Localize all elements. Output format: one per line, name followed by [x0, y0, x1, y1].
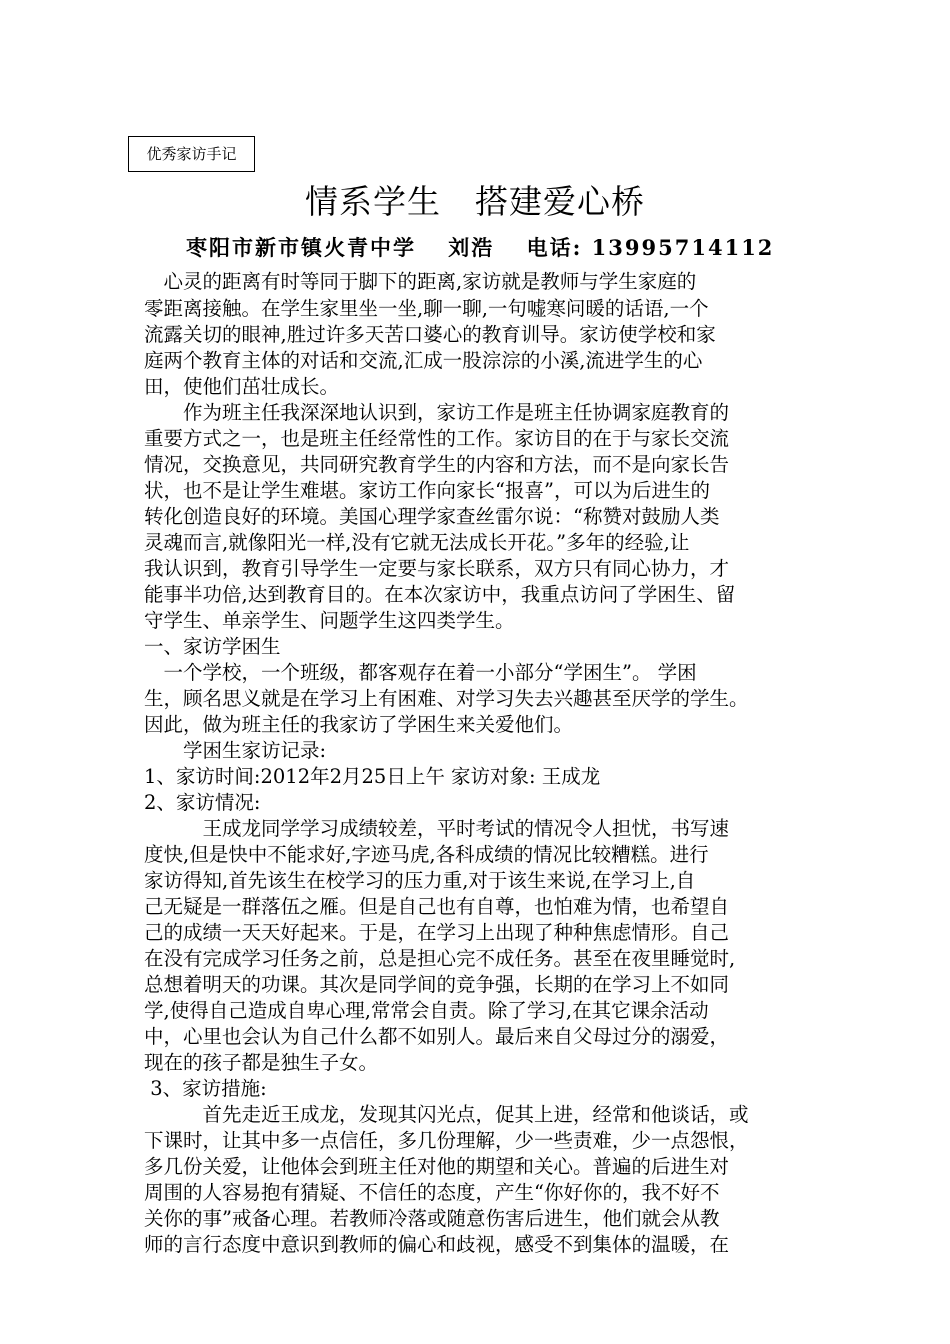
body-line: 一个学校，一个班级，都客观存在着一小部分“学困生”。 学困 — [144, 661, 697, 684]
body-line: 守学生、单亲学生、问题学生这四类学生。 — [144, 609, 515, 632]
article-title: 情系学生 搭建爱心桥 — [305, 182, 645, 221]
body-line: 师的言行态度中意识到教师的偏心和歧视，感受不到集体的温暖，在 — [144, 1233, 730, 1256]
body-line: 作为班主任我深深地认识到，家访工作是班主任协调家庭教育的 — [144, 401, 730, 424]
category-tag: 优秀家访手记 — [128, 136, 255, 172]
body-line: 流露关切的眼神,胜过许多天苦口婆心的教育训导。家访使学校和家 — [144, 323, 716, 346]
body-line: 心灵的距离有时等同于脚下的距离,家访就是教师与学生家庭的 — [144, 270, 697, 293]
body-line: 多几份关爱，让他体会到班主任对他的期望和关心。普遍的后进生对 — [144, 1155, 730, 1178]
body-line: 下课时，让其中多一点信任，多几份理解，少一些责难，少一点怨恨， — [144, 1129, 749, 1152]
body-line: 关你的事”戒备心理。若教师冷落或随意伤害后进生，他们就会从教 — [144, 1207, 720, 1230]
body-line: 王成龙同学学习成绩较差，平时考试的情况令人担忧，书写速 — [144, 817, 730, 840]
body-line: 家访得知,首先该生在校学习的压力重,对于该生来说,在学习上,自 — [144, 869, 696, 892]
body-line: 己的成绩一天天好起来。于是，在学习上出现了种种焦虑情形。自己 — [144, 921, 730, 944]
body-line: 3、家访措施: — [144, 1077, 267, 1100]
body-line: 首先走近王成龙，发现其闪光点，促其上进，经常和他谈话，或 — [144, 1103, 749, 1126]
body-line: 零距离接触。在学生家里坐一坐,聊一聊,一句嘘寒问暖的话语,一个 — [144, 297, 709, 320]
body-line: 总想着明天的功课。其次是同学间的竞争强，长期的在学习上不如同 — [144, 973, 730, 996]
body-line: 灵魂而言,就像阳光一样,没有它就无法成长开花。”多年的经验,让 — [144, 531, 690, 554]
body-line: 我认识到，教育引导学生一定要与家长联系，双方只有同心协力，才 — [144, 557, 730, 580]
body-line: 庭两个教育主体的对话和交流,汇成一股淙淙的小溪,流进学生的心 — [144, 349, 703, 372]
body-line: 因此，做为班主任的我家访了学困生来关爱他们。 — [144, 713, 574, 736]
body-line: 2、家访情况: — [144, 791, 261, 814]
body-line: 己无疑是一群落伍之雁。但是自己也有自尊，也怕难为情，也希望自 — [144, 895, 730, 918]
body-line: 重要方式之一，也是班主任经常性的工作。家访目的在于与家长交流 — [144, 427, 730, 450]
body-line: 度快,但是快中不能求好,字迹马虎,各科成绩的情况比较糟糕。进行 — [144, 843, 709, 866]
body-line: 能事半功倍,达到教育目的。在本次家访中，我重点访问了学困生、留 — [144, 583, 736, 606]
section-heading: 一、家访学困生 — [144, 635, 281, 658]
body-line: 情况，交换意见，共同研究教育学生的内容和方法，而不是向家长告 — [144, 453, 730, 476]
body-line: 学,使得自己造成自卑心理,常常会自责。除了学习,在其它课余活动 — [144, 999, 709, 1022]
body-line: 学困生家访记录: — [144, 739, 327, 762]
body-line: 中，心里也会认为自己什么都不如别人。最后来自父母过分的溺爱， — [144, 1025, 730, 1048]
body-line: 1、家访时间:2012年2月25日上午 家访对象: 王成龙 — [144, 765, 601, 788]
body-line: 田，使他们茁壮成长。 — [144, 375, 340, 398]
body-line: 在没有完成学习任务之前，总是担心完不成任务。甚至在夜里睡觉时, — [144, 947, 736, 970]
body-line: 周围的人容易抱有猜疑、不信任的态度，产生“你好你的，我不好不 — [144, 1181, 720, 1204]
body-line: 状，也不是让学生难堪。家访工作向家长“报喜”，可以为后进生的 — [144, 479, 710, 502]
body-line: 转化创造良好的环境。美国心理学家查丝雷尔说：“称赞对鼓励人类 — [144, 505, 720, 528]
body-line: 生，顾名思义就是在学习上有困难、对学习失去兴趣甚至厌学的学生。 — [144, 687, 749, 710]
author-byline: 枣阳市新市镇火青中学 刘浩 电话: 13995714112 — [186, 235, 775, 260]
body-line: 现在的孩子都是独生子女。 — [144, 1051, 379, 1074]
